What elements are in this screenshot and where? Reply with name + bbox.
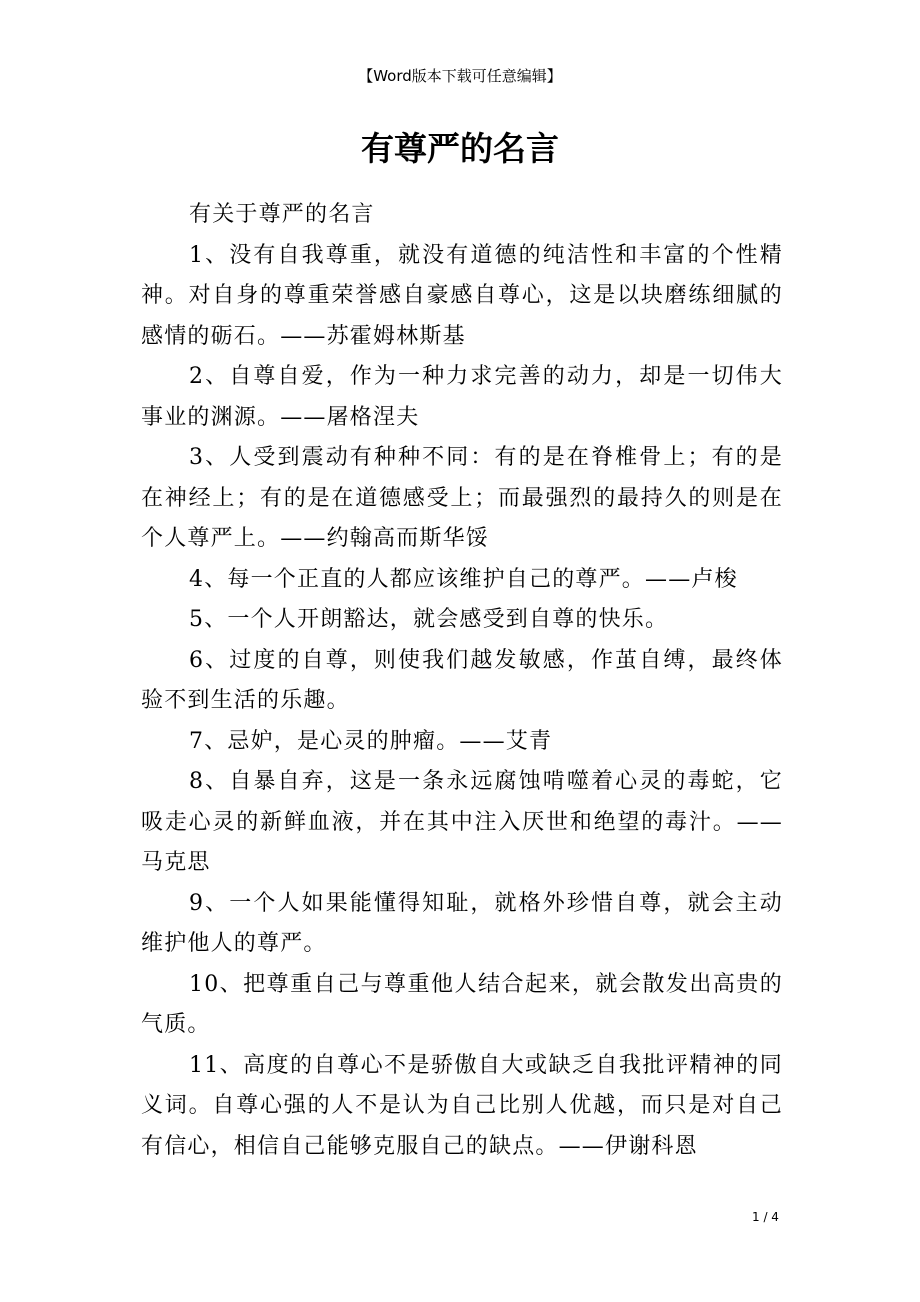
quote-paragraph: 5、一个人开朗豁达，就会感受到自尊的快乐。 — [189, 607, 669, 632]
quote-paragraph: 2、自尊自爱，作为一种力求完善的动力，却是一切伟大事业的渊源。——屠格涅夫 — [141, 364, 783, 430]
page-header: 【Word版本下载可任意编辑】 — [358, 67, 562, 85]
quote-paragraph: 3、人受到震动有种种不同：有的是在脊椎骨上；有的是在神经上；有的是在道德感受上；而最强烈的最持久的则是在个人尊严上。——约翰高而斯华馁 — [141, 445, 783, 551]
quote-paragraph: 10、把尊重自己与尊重他人结合起来，就会散发出高贵的气质。 — [141, 971, 783, 1037]
document-title: 有尊严的名言 — [361, 129, 559, 168]
page-number: 1 / 4 — [752, 1210, 779, 1224]
quote-paragraph: 4、每一个正直的人都应该维护自己的尊严。——卢梭 — [189, 566, 738, 592]
quote-paragraph: 11、高度的自尊心不是骄傲自大或缺乏自我批评精神的同义词。自尊心强的人不是认为自己比别人优越，而只是对自己有信心，相信自己能够克服自己的缺点。——伊谢科恩 — [141, 1052, 783, 1159]
quote-paragraph: 1、没有自我尊重，就没有道德的纯洁性和丰富的个性精神。对自身的尊重荣誉感自豪感自尊心，这是以块磨练细腻的感情的砺石。——苏霍姆林斯基 — [141, 242, 783, 349]
document-body — [141, 195, 783, 1167]
intro-paragraph: 有关于尊严的名言 — [189, 202, 375, 227]
quote-paragraph: 9、一个人如果能懂得知耻，就格外珍惜自尊，就会主动维护他人的尊严。 — [141, 890, 783, 956]
quote-paragraph: 7、忌妒，是心灵的肿瘤。——艾青 — [189, 728, 553, 754]
quote-paragraph: 6、过度的自尊，则使我们越发敏感，作茧自缚，最终体验不到生活的乐趣。 — [141, 647, 783, 713]
quote-paragraph: 8、自暴自弃，这是一条永远腐蚀啃噬着心灵的毒蛇，它吸走心灵的新鲜血液，并在其中注入厌世和绝望的毒汁。——马克思 — [141, 769, 783, 875]
